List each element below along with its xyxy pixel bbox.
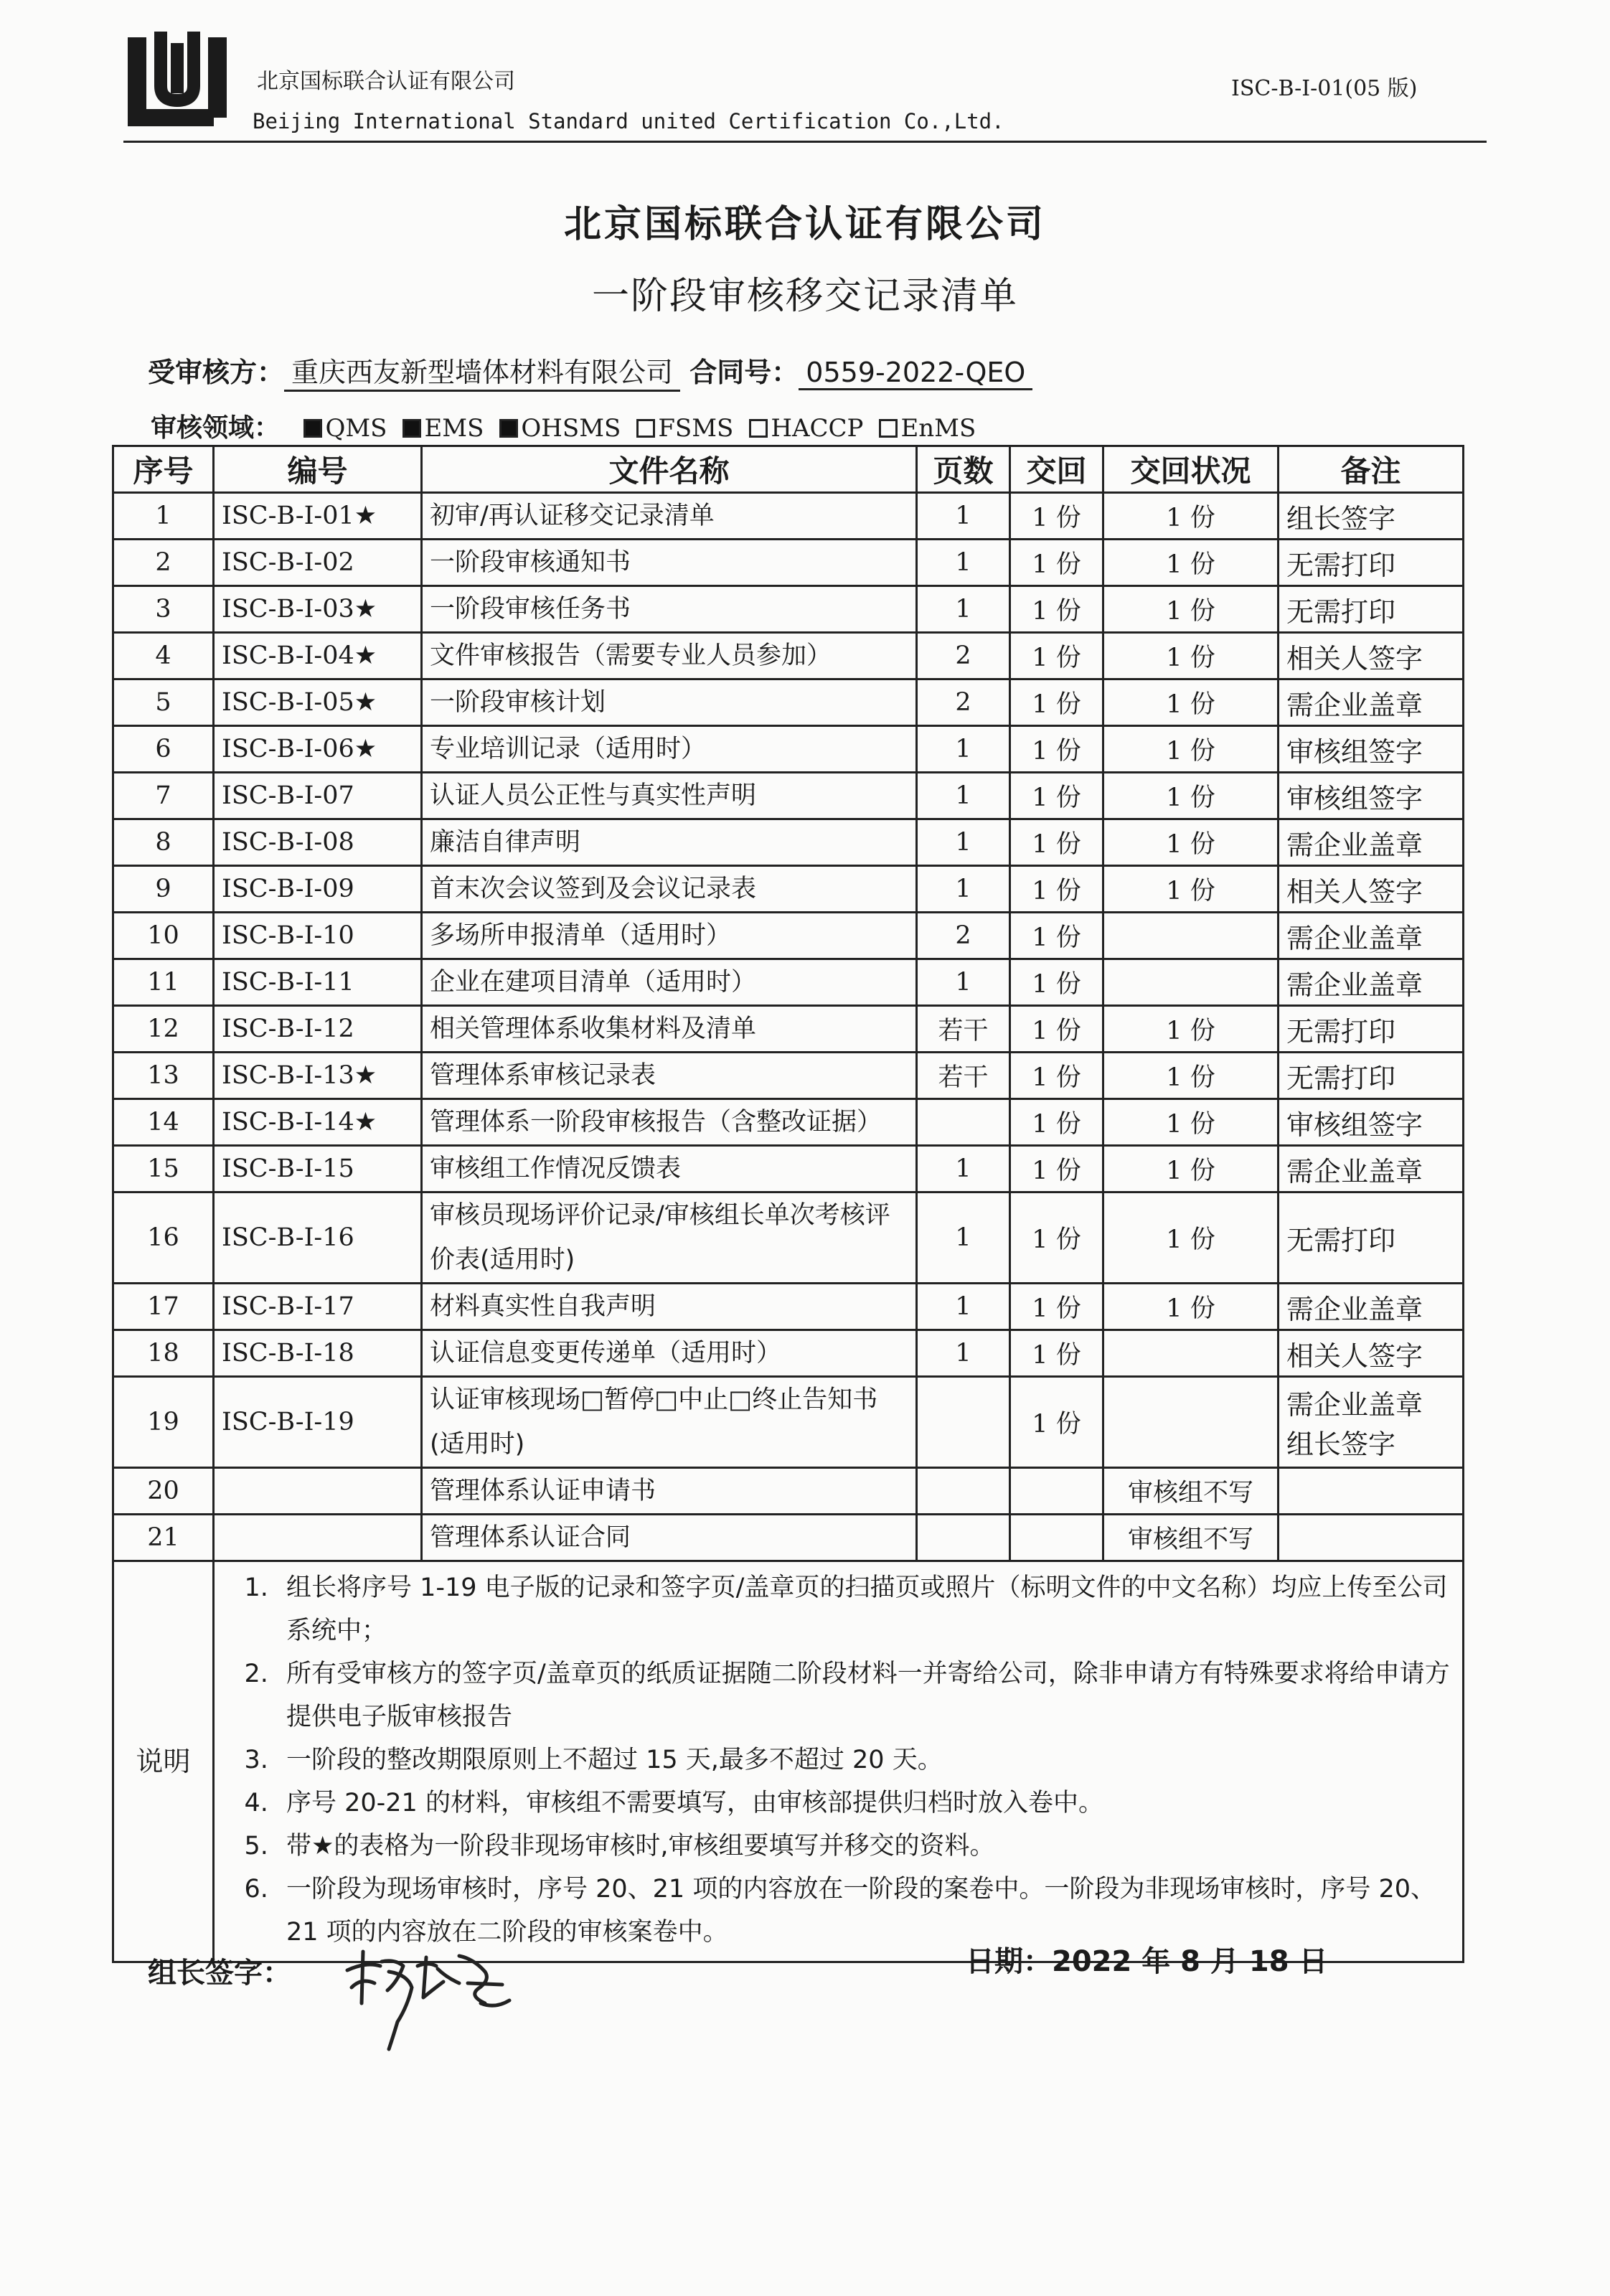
doc-code-cell: ISC-B-I-02: [214, 540, 422, 586]
page-count-cell: 1: [917, 726, 1010, 773]
row-number-cell: 10: [113, 913, 214, 959]
audit-domain-label: 审核领域：: [151, 413, 281, 443]
doc-name-cell: 一阶段审核通知书: [422, 540, 917, 586]
audit-domain-option-label: EnMS: [900, 414, 976, 443]
table-row: [113, 586, 1464, 633]
remark-line: 组长签字: [1286, 1429, 1396, 1460]
return-status-cell: 1 份: [1103, 1284, 1279, 1330]
doc-code-cell: ISC-B-I-18: [214, 1330, 422, 1377]
doc-code-cell: ISC-B-I-11: [214, 959, 422, 1006]
return-status-cell: [1103, 1377, 1279, 1468]
doc-name-cell: 材料真实性自我声明: [422, 1284, 917, 1330]
return-status-cell: 1 份: [1103, 633, 1279, 679]
doc-name-cell: 多场所申报清单（适用时）: [422, 913, 917, 959]
remark-cell: 审核组签字: [1279, 773, 1464, 819]
company-logo: [123, 29, 231, 136]
page-count-cell: [917, 1099, 1010, 1146]
doc-code-cell: [214, 1468, 422, 1515]
row-number-cell: 19: [113, 1377, 214, 1468]
return-status-cell: 1 份: [1103, 540, 1279, 586]
row-number-cell: 11: [113, 959, 214, 1006]
doc-code-cell: ISC-B-I-10: [214, 913, 422, 959]
page-count-cell: 1: [917, 540, 1010, 586]
column-header: 交回状况: [1103, 446, 1279, 493]
returned-count-cell: 1 份: [1010, 1099, 1103, 1146]
audit-domain-option-label: QMS: [325, 414, 387, 443]
auditee-line: [148, 350, 1032, 392]
returned-count-cell: 1 份: [1010, 773, 1103, 819]
notes-label: 说明: [113, 1561, 214, 1962]
audit-domain-line: [151, 408, 976, 444]
row-number-cell: 6: [113, 726, 214, 773]
returned-count-cell: 1 份: [1010, 586, 1103, 633]
note-item: 3. 一阶段的整改期限原则上不超过 15 天,最多不超过 20 天。: [276, 1739, 1455, 1782]
doc-code-cell: ISC-B-I-16: [214, 1192, 422, 1284]
returned-count-cell: 1 份: [1010, 493, 1103, 540]
page-count-cell: 2: [917, 633, 1010, 679]
page-count-cell: [917, 1515, 1010, 1561]
doc-name-cell: 一阶段审核任务书: [422, 586, 917, 633]
remark-line: 需企业盖章: [1286, 1389, 1423, 1421]
remark-cell: 无需打印: [1279, 1053, 1464, 1099]
returned-count-cell: 1 份: [1010, 1284, 1103, 1330]
doc-code-cell: ISC-B-I-04★: [214, 633, 422, 679]
returned-count-cell: 1 份: [1010, 633, 1103, 679]
table-row: [113, 819, 1464, 866]
return-status-cell: 1 份: [1103, 1053, 1279, 1099]
remark-cell: 相关人签字: [1279, 1330, 1464, 1377]
returned-count-cell: 1 份: [1010, 1192, 1103, 1284]
row-number-cell: 9: [113, 866, 214, 913]
doc-name-cell: 企业在建项目清单（适用时）: [422, 959, 917, 1006]
column-header: 页数: [917, 446, 1010, 493]
doc-name-cell: 相关管理体系收集材料及清单: [422, 1006, 917, 1053]
remark-cell: [1279, 1377, 1464, 1468]
table-row: [113, 1468, 1464, 1515]
doc-name-cell: 首末次会议签到及会议记录表: [422, 866, 917, 913]
column-header: 序号: [113, 446, 214, 493]
doc-name-cell: 认证人员公正性与真实性声明: [422, 773, 917, 819]
column-header: 备注: [1279, 446, 1464, 493]
table-row: [113, 1377, 1464, 1468]
return-status-cell: 1 份: [1103, 586, 1279, 633]
contract-label: 合同号：: [689, 357, 799, 388]
row-number-cell: 1: [113, 493, 214, 540]
table-row: [113, 540, 1464, 586]
checkbox-checked: [303, 419, 322, 438]
doc-code-cell: ISC-B-I-14★: [214, 1099, 422, 1146]
remark-cell: 无需打印: [1279, 1006, 1464, 1053]
doc-name-cell: 专业培训记录（适用时）: [422, 726, 917, 773]
table-row: [113, 493, 1464, 540]
remark-cell: 审核组签字: [1279, 1099, 1464, 1146]
return-status-cell: [1103, 1330, 1279, 1377]
table-row: [113, 1192, 1464, 1284]
page-count-cell: 1: [917, 1330, 1010, 1377]
page-count-cell: 1: [917, 959, 1010, 1006]
handover-table: [112, 445, 1464, 1963]
return-status-cell: 1 份: [1103, 866, 1279, 913]
page-count-cell: 1: [917, 866, 1010, 913]
returned-count-cell: 1 份: [1010, 1053, 1103, 1099]
returned-count-cell: 1 份: [1010, 726, 1103, 773]
handwritten-signature: [337, 1937, 524, 2059]
doc-name-cell: 审核组工作情况反馈表: [422, 1146, 917, 1192]
return-status-cell: 1 份: [1103, 679, 1279, 726]
page-count-cell: 若干: [917, 1053, 1010, 1099]
return-status-cell: 1 份: [1103, 493, 1279, 540]
table-row: [113, 773, 1464, 819]
remark-cell: 需企业盖章: [1279, 959, 1464, 1006]
remark-cell: 无需打印: [1279, 540, 1464, 586]
return-status-cell: 1 份: [1103, 773, 1279, 819]
return-status-cell: 审核组不写: [1103, 1468, 1279, 1515]
return-status-cell: 审核组不写: [1103, 1515, 1279, 1561]
remark-cell: [1279, 1515, 1464, 1561]
doc-name-cell: 管理体系认证合同: [422, 1515, 917, 1561]
return-status-cell: [1103, 913, 1279, 959]
page-count-cell: 1: [917, 819, 1010, 866]
row-number-cell: 8: [113, 819, 214, 866]
doc-name-cell: 管理体系审核记录表: [422, 1053, 917, 1099]
row-number-cell: 16: [113, 1192, 214, 1284]
doc-name-cell: 文件审核报告（需要专业人员参加）: [422, 633, 917, 679]
table-row: [113, 866, 1464, 913]
row-number-cell: 13: [113, 1053, 214, 1099]
doc-name-cell: 管理体系认证申请书: [422, 1468, 917, 1515]
page-count-cell: 1: [917, 493, 1010, 540]
returned-count-cell: 1 份: [1010, 913, 1103, 959]
row-number-cell: 18: [113, 1330, 214, 1377]
row-number-cell: 20: [113, 1468, 214, 1515]
notes-cell: [214, 1561, 1464, 1962]
doc-code-cell: ISC-B-I-07: [214, 773, 422, 819]
doc-name-cell: 认证信息变更传递单（适用时）: [422, 1330, 917, 1377]
audit-domain-option-label: OHSMS: [521, 414, 621, 443]
note-item: 2. 所有受审核方的签字页/盖章页的纸质证据随二阶段材料一并寄给公司，除非申请方有特殊要求将给申请方提供电子版审核报告: [276, 1652, 1455, 1739]
remark-cell: 需企业盖章: [1279, 913, 1464, 959]
page-count-cell: 1: [917, 1284, 1010, 1330]
document-subtitle: 一阶段审核移交记录清单: [591, 275, 1018, 318]
doc-code-cell: ISC-B-I-08: [214, 819, 422, 866]
page-count-cell: 1: [917, 586, 1010, 633]
table-row: [113, 959, 1464, 1006]
doc-code-cell: [214, 1515, 422, 1561]
page-count-cell: 1: [917, 773, 1010, 819]
table-row: [113, 1515, 1464, 1561]
table-row: [113, 633, 1464, 679]
return-status-cell: 1 份: [1103, 819, 1279, 866]
returned-count-cell: 1 份: [1010, 959, 1103, 1006]
return-status-cell: 1 份: [1103, 1146, 1279, 1192]
doc-code-cell: ISC-B-I-03★: [214, 586, 422, 633]
return-status-cell: 1 份: [1103, 1192, 1279, 1284]
table-row: [113, 1146, 1464, 1192]
returned-count-cell: 1 份: [1010, 1146, 1103, 1192]
remark-cell: 需企业盖章: [1279, 1284, 1464, 1330]
page-count-cell: [917, 1377, 1010, 1468]
returned-count-cell: 1 份: [1010, 540, 1103, 586]
table-row: [113, 1330, 1464, 1377]
table-row: [113, 679, 1464, 726]
doc-code-cell: ISC-B-I-19: [214, 1377, 422, 1468]
returned-count-cell: 1 份: [1010, 1377, 1103, 1468]
doc-name-cell: 认证审核现场□暂停□中止□终止告知书(适用时): [422, 1377, 917, 1468]
row-number-cell: 17: [113, 1284, 214, 1330]
checkbox-unchecked: [636, 419, 655, 438]
contract-value: 0559-2022-QEO: [799, 357, 1032, 390]
returned-count-cell: 1 份: [1010, 819, 1103, 866]
returned-count-cell: [1010, 1515, 1103, 1561]
doc-code-cell: ISC-B-I-17: [214, 1284, 422, 1330]
date-value: 2022 年 8 月 18 日: [1052, 1945, 1328, 1978]
page-count-cell: 2: [917, 679, 1010, 726]
notes-row: [113, 1561, 1464, 1962]
table-row: [113, 1284, 1464, 1330]
remark-cell: 需企业盖章: [1279, 1146, 1464, 1192]
note-item: 1. 组长将序号 1-19 电子版的记录和签字页/盖章页的扫描页或照片（标明文件的中文名称）均应上传至公司系统中；: [276, 1566, 1455, 1652]
return-status-cell: 1 份: [1103, 726, 1279, 773]
doc-code-cell: ISC-B-I-12: [214, 1006, 422, 1053]
checkbox-unchecked: [879, 419, 898, 438]
remark-cell: 审核组签字: [1279, 726, 1464, 773]
doc-code-cell: ISC-B-I-15: [214, 1146, 422, 1192]
column-header: 编号: [214, 446, 422, 493]
row-number-cell: 2: [113, 540, 214, 586]
table-row: [113, 1053, 1464, 1099]
row-number-cell: 3: [113, 586, 214, 633]
remark-cell: 需企业盖章: [1279, 819, 1464, 866]
doc-name-cell: 初审/再认证移交记录清单: [422, 493, 917, 540]
column-header: 交回: [1010, 446, 1103, 493]
audit-domain-options: [288, 413, 976, 443]
doc-name-cell: 管理体系一阶段审核报告（含整改证据）: [422, 1099, 917, 1146]
table-row: [113, 1099, 1464, 1146]
audit-domain-option-label: HACCP: [771, 414, 864, 443]
checkbox-unchecked: [749, 419, 768, 438]
doc-name-cell: 廉洁自律声明: [422, 819, 917, 866]
page-count-cell: [917, 1468, 1010, 1515]
page-count-cell: 若干: [917, 1006, 1010, 1053]
row-number-cell: 7: [113, 773, 214, 819]
remark-cell: 相关人签字: [1279, 866, 1464, 913]
doc-code-cell: ISC-B-I-13★: [214, 1053, 422, 1099]
doc-code-cell: ISC-B-I-01★: [214, 493, 422, 540]
note-item: 4. 序号 20-21 的材料，审核组不需要填写，由审核部提供归档时放入卷中。: [276, 1782, 1455, 1825]
form-code: ISC-B-I-01(05 版): [1231, 76, 1418, 101]
return-status-cell: 1 份: [1103, 1006, 1279, 1053]
audit-domain-option-label: FSMS: [658, 414, 734, 443]
remark-cell: [1279, 1468, 1464, 1515]
page-count-cell: 1: [917, 1192, 1010, 1284]
note-item: 6. 一阶段为现场审核时，序号 20、21 项的内容放在一阶段的案卷中。一阶段为非现场审核时，序号 20、21 项的内容放在二阶段的审核案卷中。: [276, 1868, 1455, 1954]
row-number-cell: 15: [113, 1146, 214, 1192]
doc-code-cell: ISC-B-I-09: [214, 866, 422, 913]
remark-cell: 相关人签字: [1279, 633, 1464, 679]
auditee-label: 受审核方：: [148, 357, 285, 388]
row-number-cell: 21: [113, 1515, 214, 1561]
company-name-cn: 北京国标联合认证有限公司: [257, 69, 515, 94]
table-row: [113, 913, 1464, 959]
returned-count-cell: 1 份: [1010, 1006, 1103, 1053]
return-status-cell: [1103, 959, 1279, 1006]
table-row: [113, 1006, 1464, 1053]
column-header: 文件名称: [422, 446, 917, 493]
row-number-cell: 12: [113, 1006, 214, 1053]
notes-list: [222, 1566, 1455, 1954]
doc-code-cell: ISC-B-I-05★: [214, 679, 422, 726]
header-divider: [123, 141, 1487, 143]
returned-count-cell: 1 份: [1010, 866, 1103, 913]
date-line: [966, 1939, 1327, 1980]
row-number-cell: 5: [113, 679, 214, 726]
checkbox-checked: [499, 419, 518, 438]
checkbox-checked: [403, 419, 421, 438]
remark-cell: 无需打印: [1279, 586, 1464, 633]
page-count-cell: 1: [917, 1146, 1010, 1192]
doc-code-cell: ISC-B-I-06★: [214, 726, 422, 773]
row-number-cell: 14: [113, 1099, 214, 1146]
row-number-cell: 4: [113, 633, 214, 679]
document-title: 北京国标联合认证有限公司: [563, 203, 1046, 246]
note-item: 5. 带★的表格为一阶段非现场审核时,审核组要填写并移交的资料。: [276, 1825, 1455, 1868]
doc-name-cell: 一阶段审核计划: [422, 679, 917, 726]
returned-count-cell: 1 份: [1010, 1330, 1103, 1377]
auditee-value: 重庆西友新型墙体材料有限公司: [284, 350, 680, 392]
doc-name-cell: 审核员现场评价记录/审核组长单次考核评价表(适用时): [422, 1192, 917, 1284]
table-header-row: [113, 446, 1464, 493]
page-count-cell: 2: [917, 913, 1010, 959]
signature-label: 组长签字：: [148, 1957, 291, 1990]
remark-cell: 需企业盖章: [1279, 679, 1464, 726]
remark-cell: 无需打印: [1279, 1192, 1464, 1284]
return-status-cell: 1 份: [1103, 1099, 1279, 1146]
returned-count-cell: 1 份: [1010, 679, 1103, 726]
audit-domain-option-label: EMS: [424, 414, 484, 443]
table-row: [113, 726, 1464, 773]
remark-cell: 组长签字: [1279, 493, 1464, 540]
date-label: 日期：: [966, 1945, 1052, 1978]
company-name-en: Beijing International Standard united Certification Co.,Ltd.: [253, 109, 1004, 133]
returned-count-cell: [1010, 1468, 1103, 1515]
